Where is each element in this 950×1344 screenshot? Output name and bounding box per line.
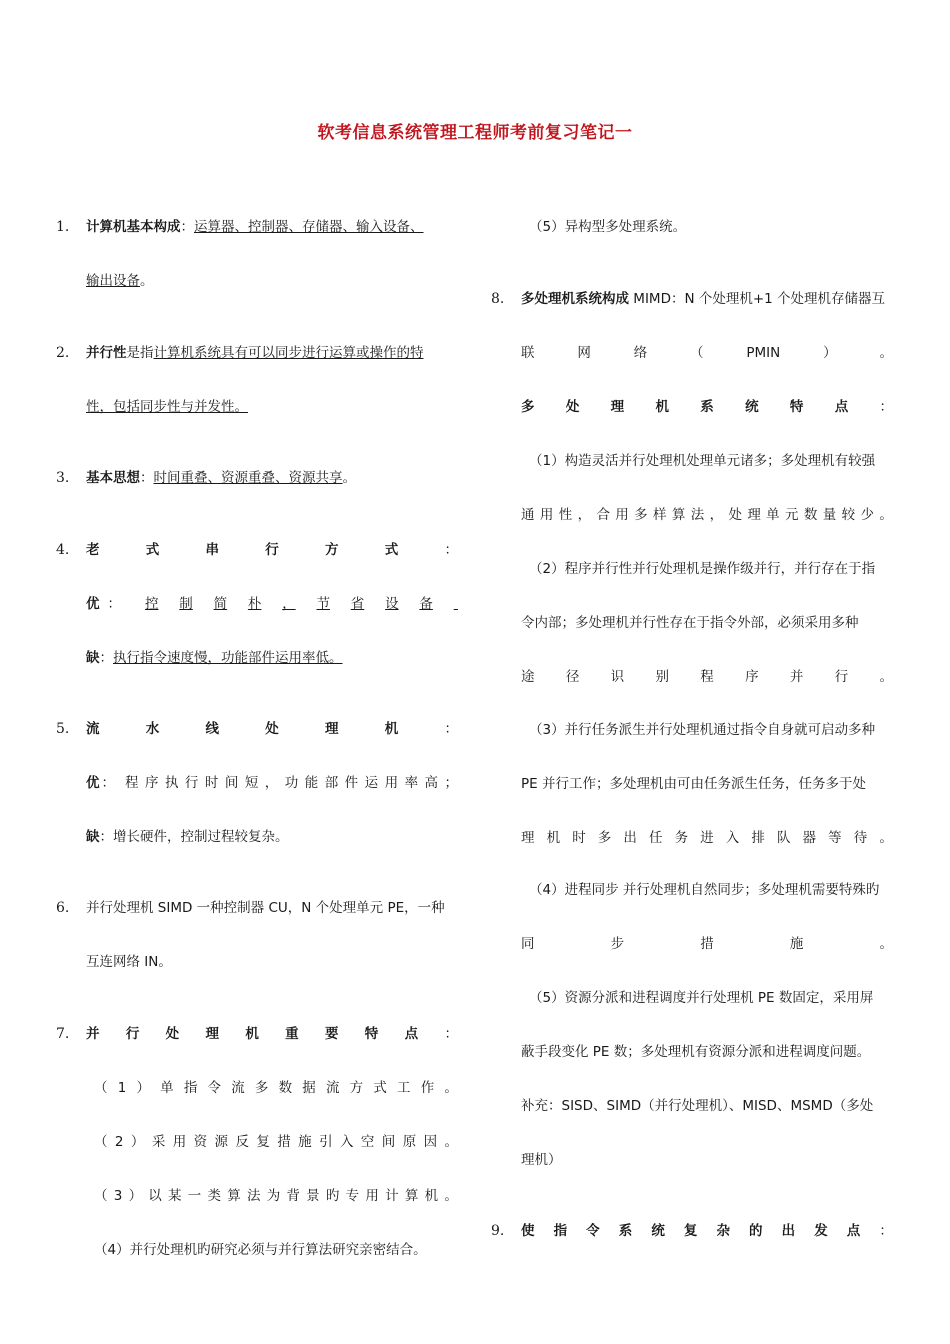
item-text: 计算机系统具有可以同步进行运算或操作的特: [153, 345, 424, 361]
pro-label: 优: [86, 775, 100, 791]
item-text: 互连网络 IN。: [86, 954, 172, 970]
item-text: 时间重叠、资源重叠、资源共享: [153, 470, 343, 486]
item-number: 5.: [56, 721, 70, 737]
punct: 。: [140, 273, 154, 289]
item-heading: 并 行 处 理 机 重 要 特 点 ：: [86, 1026, 458, 1042]
con-text: 增长硬件，控制过程较复杂。: [113, 829, 289, 845]
item-number: 8.: [491, 291, 505, 307]
pro-text: 控 制 简 朴 ， 节 省 设 备: [145, 596, 433, 612]
item-heading: 使 指 令 系 统 复 杂 的 出 发 点 ：: [521, 1223, 893, 1239]
item-heading: 基本思想: [86, 470, 140, 486]
item-text: 并行处理机 SIMD 一种控制器 CU，N 个处理单元 PE，一种: [86, 900, 445, 916]
item-number: 2.: [56, 345, 70, 361]
item-heading: 流 水 线 处 理 机 ：: [86, 721, 458, 737]
separator: ：: [140, 470, 154, 486]
item-text: 输出设备: [86, 273, 140, 289]
item-number: 4.: [56, 542, 70, 558]
con-text: 执行指令速度慢，功能部件运用率低。: [113, 650, 343, 666]
item-heading: 多处理机系统构成: [521, 291, 629, 307]
pro-label: 优: [86, 596, 100, 612]
pro-text: 程 序 执 行 时 间 短 ， 功 能 部 件 运 用 率 高 ；: [125, 775, 458, 791]
separator: ：: [180, 219, 194, 235]
punct: 。: [342, 470, 356, 486]
document-title: 软考信息系统管理工程师考前复习笔记一: [317, 123, 633, 143]
item-text: 是指: [126, 345, 154, 361]
item-text: 性，包括同步性与并发性。: [86, 399, 248, 415]
con-label: 缺: [86, 829, 100, 845]
item-heading: 并行性: [86, 345, 127, 361]
item-heading: 计算机基本构成: [86, 219, 181, 235]
item-number: 7.: [56, 1026, 70, 1042]
item-text: 运算器、控制器、存储器、输入设备、: [194, 219, 424, 235]
item-number: 1.: [56, 219, 70, 235]
item-heading: 老 式 串 行 方 式 ：: [86, 542, 458, 558]
item-text: MIMD：N 个处理机+1 个处理机存储器互: [629, 291, 886, 307]
con-label: 缺: [86, 650, 100, 666]
item-number: 6.: [56, 900, 70, 916]
item-number: 3.: [56, 470, 70, 486]
item-number: 9.: [491, 1223, 505, 1239]
